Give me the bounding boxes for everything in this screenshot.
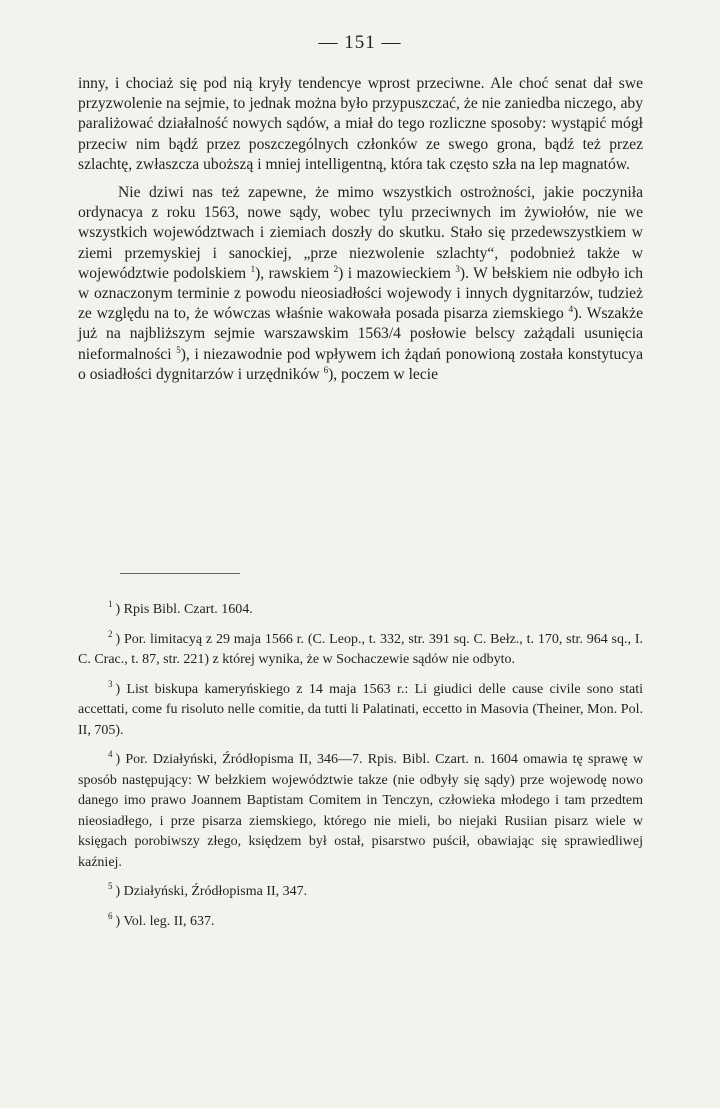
paragraph-2-text-g: ), poczem w lecie <box>328 365 439 383</box>
paragraph-1: inny, i chociaż się pod nią kryły tendencye wprost przeciwne. Ale choć senat dał swe przyzwolenie na sejmie, to jednak można było przypuszczać, że nie zaniedba niczego, aby paraliżować działalność nowych sądów, a miał do tego rozliczne sposoby: wystąpić mógł przeciw nim bądź przez poszczególnych członków ze swego grona, bądź też przez szlachtę, zwłaszcza uboższą i mniej intelligentną, która tak często szła na lep magnatów. <box>78 75 643 173</box>
footnote-divider <box>120 573 240 574</box>
paragraph-2-text-c: ) i mazowieckiem <box>338 264 451 282</box>
page-number: — 151 — <box>318 32 402 53</box>
footnote-4-text: ) Por. Działyński, Źródłopisma II, 346—7. Rpis. Bibl. Czart. n. 1604 omawia tę sprawę w sposób następujący: W bełzkiem województwie takze (nie odbyły się sądy) prze wojewodę nowo danego imo prawo Joannem Baptistam Comitem in Tenczyn, człowieka młodego i tam przedtem nieosiadłego, i prze pisarza ziemskiego, którego nie mieli, bo niejaki Rusiian pisarz wiele w księgach porobiwszy złego, księdzem był ostał, pisarstwo puścił, obawiając się sprawiedliwej kaźniej. <box>78 752 643 870</box>
footnote-3-mark: 3 <box>108 678 113 689</box>
footnote-2-mark: 2 <box>108 628 113 639</box>
footnote-ref-5: 5 <box>176 344 181 355</box>
footnote-1-mark: 1 <box>108 599 113 610</box>
footnote-6 <box>78 912 643 933</box>
footnote-3 <box>78 680 643 742</box>
paragraph-2-text-f: ), i niezawodnie pod wpływem ich żądań ponowioną została konstytucya o osiadłości dygnitarzów i urzędników <box>78 345 643 383</box>
footnote-2 <box>78 630 643 671</box>
paragraph-2-text-b: ), rawskiem <box>255 264 330 282</box>
footnote-4 <box>78 750 643 873</box>
paragraph-2 <box>78 183 643 385</box>
footnote-4-mark: 4 <box>108 749 113 760</box>
footnote-5 <box>78 882 643 903</box>
footnote-5-mark: 5 <box>108 881 113 892</box>
footnote-6-mark: 6 <box>108 910 113 921</box>
footnote-2-text: ) Por. limitacyą z 29 maja 1566 r. (C. Leop., t. 332, str. 391 sq. C. Bełz., t. 170, str. 964 sq., I. C. Crac., t. 87, str. 221) z której wynika, że w Sochaczewie sądów nie odbyto. <box>78 631 643 667</box>
footnote-6-text: ) Vol. leg. II, 637. <box>115 913 215 929</box>
footnote-ref-2: 2 <box>333 263 339 274</box>
paragraph-2-text-a: Nie dziwi nas też zapewne, że mimo wszystkich ostrożności, jakie poczyniła ordynacya z roku 1563, nowe sądy, wobec tylu przeciwnych im żywiołów, nie we wszystkich województwach i ziemiach doszły do skutku. Stało się przedewszystkiem w ziemi przemyskiej i sanockiej, „prze niezwolenie szlachty“, podobnież także w województwie podolskiem <box>78 184 643 282</box>
footnotes <box>78 600 643 941</box>
footnote-1 <box>78 600 643 621</box>
paragraph-2-text-e: ). Wszakże już na najbliższym sejmie warszawskim 1563/4 posłowie belscy zażądali usunięcia nieformalności <box>78 305 643 363</box>
footnote-ref-3: 3 <box>455 263 460 274</box>
main-text <box>78 74 643 385</box>
footnote-1-text: ) Rpis Bibl. Czart. 1604. <box>115 602 253 617</box>
footnote-ref-6: 6 <box>323 364 329 375</box>
footnote-ref-4: 4 <box>568 304 574 315</box>
footnote-3-text: ) List biskupa kameryńskiego z 14 maja 1563 r.: Li giudici delle cause civile sono stati accettati, come fu risoluto nelle comitie, da tutti li Palatinati, eccetto in Masovia (Theiner, Mon. Pol. II, 705). <box>78 681 643 738</box>
footnote-5-text: ) Działyński, Źródłopisma II, 347. <box>115 884 308 899</box>
footnote-ref-1: 1 <box>250 263 256 274</box>
paragraph-2-text-d: ). W bełskiem nie odbyło ich w oznaczonym terminie z powodu nieosiadłości wojewody i innych dygnitarzów, tudzież ze względu na to, że wówczas właśnie wakowała posada pisarza ziemskiego <box>78 264 643 323</box>
